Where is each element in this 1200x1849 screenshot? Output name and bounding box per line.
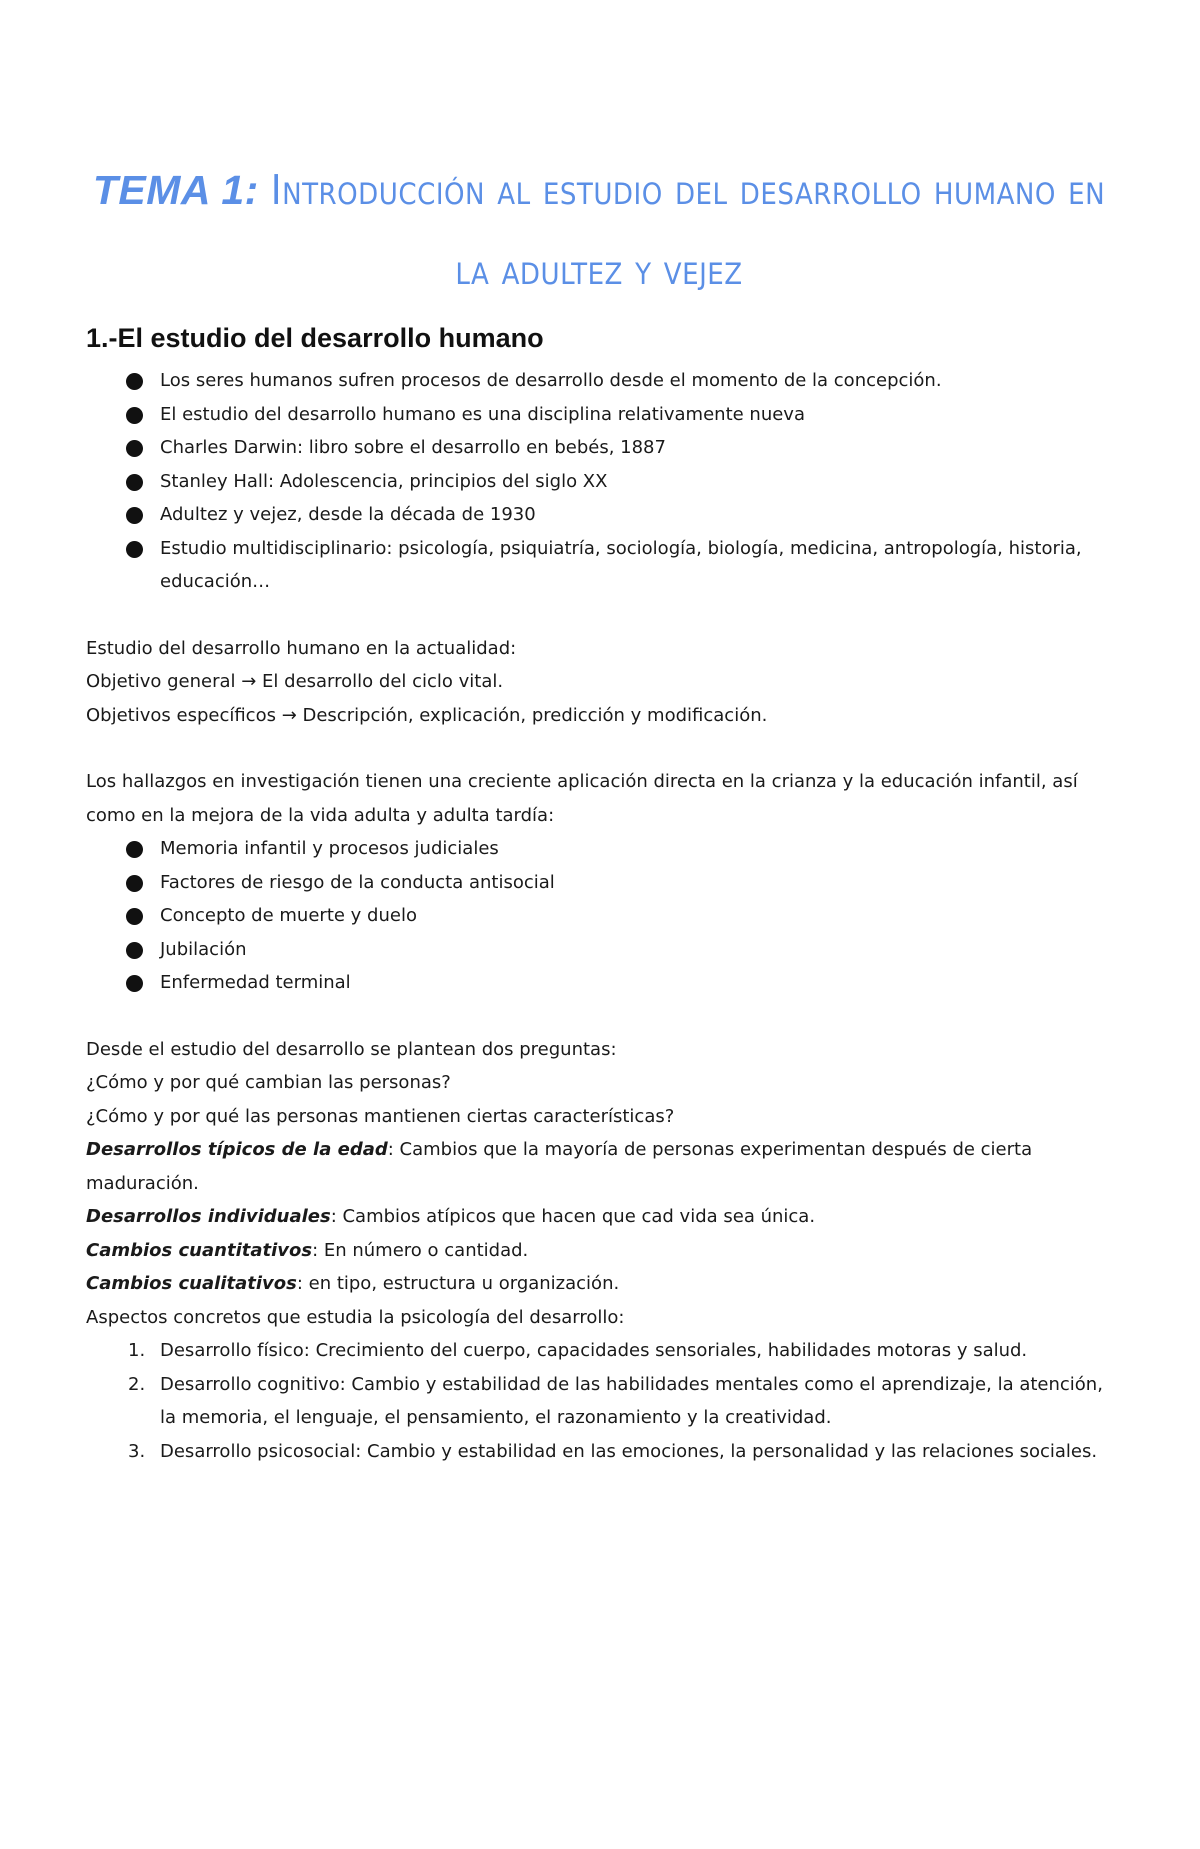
page-title <box>86 150 1112 310</box>
definicion-cualitativos: Cambios cualitativos: en tipo, estructura u organización. <box>86 1273 620 1294</box>
section-heading: 1.-El estudio del desarrollo humano <box>86 323 544 353</box>
list-item: El estudio del desarrollo humano es una disciplina relativamente nueva <box>126 398 1112 432</box>
bullet-icon <box>126 440 143 457</box>
objetivo-general: Objetivo general → El desarrollo del ciclo vital. <box>86 671 504 692</box>
numbered-list-aspectos <box>86 1334 1112 1468</box>
definicion-cuantitativos: Cambios cuantitativos: En número o cantidad. <box>86 1239 529 1261</box>
list-item: Stanley Hall: Adolescencia, principios del siglo XX <box>126 465 1112 499</box>
title-tema: TEMA 1: <box>92 167 259 213</box>
bullet-icon <box>126 975 143 992</box>
bullet-icon <box>126 373 143 390</box>
list-item: Charles Darwin: libro sobre el desarrollo en bebés, 1887 <box>126 431 1112 465</box>
list-item: Enfermedad terminal <box>126 966 1112 1000</box>
objetivos-especificos: Objetivos específicos → Descripción, explicación, predicción y modificación. <box>86 704 768 726</box>
pregunta-2: ¿Cómo y por qué las personas mantienen ciertas características? <box>86 1105 675 1127</box>
definition-term: Cambios cualitativos <box>86 1273 297 1294</box>
actualidad-intro: Estudio del desarrollo humano en la actualidad: <box>86 637 517 659</box>
list-item: Jubilación <box>126 933 1112 967</box>
bullet-list-hallazgos <box>86 832 1112 1000</box>
bullet-icon <box>126 474 143 491</box>
list-item: Estudio multidisciplinario: psicología, psiquiatría, sociología, biología, medicina, antropología, historia, educación… <box>126 532 1112 599</box>
list-item: Concepto de muerte y duelo <box>126 899 1112 933</box>
definicion-tipicos: Desarrollos típicos de la edad: Cambios que la mayoría de personas experimentan después de cierta maduración. <box>86 1139 1033 1194</box>
preguntas-intro: Desde el estudio del desarrollo se plantean dos preguntas: <box>86 1038 617 1060</box>
definition-term: Cambios cuantitativos <box>86 1239 313 1261</box>
bullet-icon <box>126 875 143 892</box>
aspectos-intro: Aspectos concretos que estudia la psicología del desarrollo: <box>86 1306 625 1328</box>
list-item: 3. Desarrollo psicosocial: Cambio y estabilidad en las emociones, la personalidad y las relaciones sociales. <box>128 1440 1098 1462</box>
bullet-icon <box>126 541 143 558</box>
list-item: Memoria infantil y procesos judiciales <box>126 832 1112 866</box>
bullet-icon <box>126 507 143 524</box>
bullet-icon <box>126 841 143 858</box>
title-text: Introducción al estudio del desarrollo humano en la adultez y vejez <box>270 166 1106 294</box>
bullet-icon <box>126 407 143 424</box>
bullet-icon <box>126 908 143 925</box>
pregunta-1: ¿Cómo y por qué cambian las personas? <box>86 1072 451 1093</box>
document-body <box>86 364 1112 1468</box>
bullet-list-intro <box>86 364 1112 599</box>
definicion-individuales: Desarrollos individuales: Cambios atípicos que hacen que cad vida sea única. <box>86 1206 816 1227</box>
list-item: Adultez y vejez, desde la década de 1930 <box>126 498 1112 532</box>
definition-term: Desarrollos típicos de la edad <box>86 1139 388 1160</box>
list-item: Los seres humanos sufren procesos de desarrollo desde el momento de la concepción. <box>126 364 1112 398</box>
document-page <box>0 150 1200 1849</box>
bullet-icon <box>126 942 143 959</box>
list-item: 1. Desarrollo físico: Crecimiento del cuerpo, capacidades sensoriales, habilidades motoras y salud. <box>128 1340 1028 1361</box>
list-item: Factores de riesgo de la conducta antisocial <box>126 866 1112 900</box>
hallazgos-intro: Los hallazgos en investigación tienen una creciente aplicación directa en la crianza y la educación infantil, así como en la mejora de la vida adulta y adulta tardía: <box>86 771 1078 826</box>
definition-term: Desarrollos individuales <box>86 1206 331 1227</box>
list-item: 2. Desarrollo cognitivo: Cambio y estabilidad de las habilidades mentales como el aprendizaje, la atención, la memoria, el lenguaje, el pensamiento, el razonamiento y la creatividad. <box>128 1373 1103 1428</box>
